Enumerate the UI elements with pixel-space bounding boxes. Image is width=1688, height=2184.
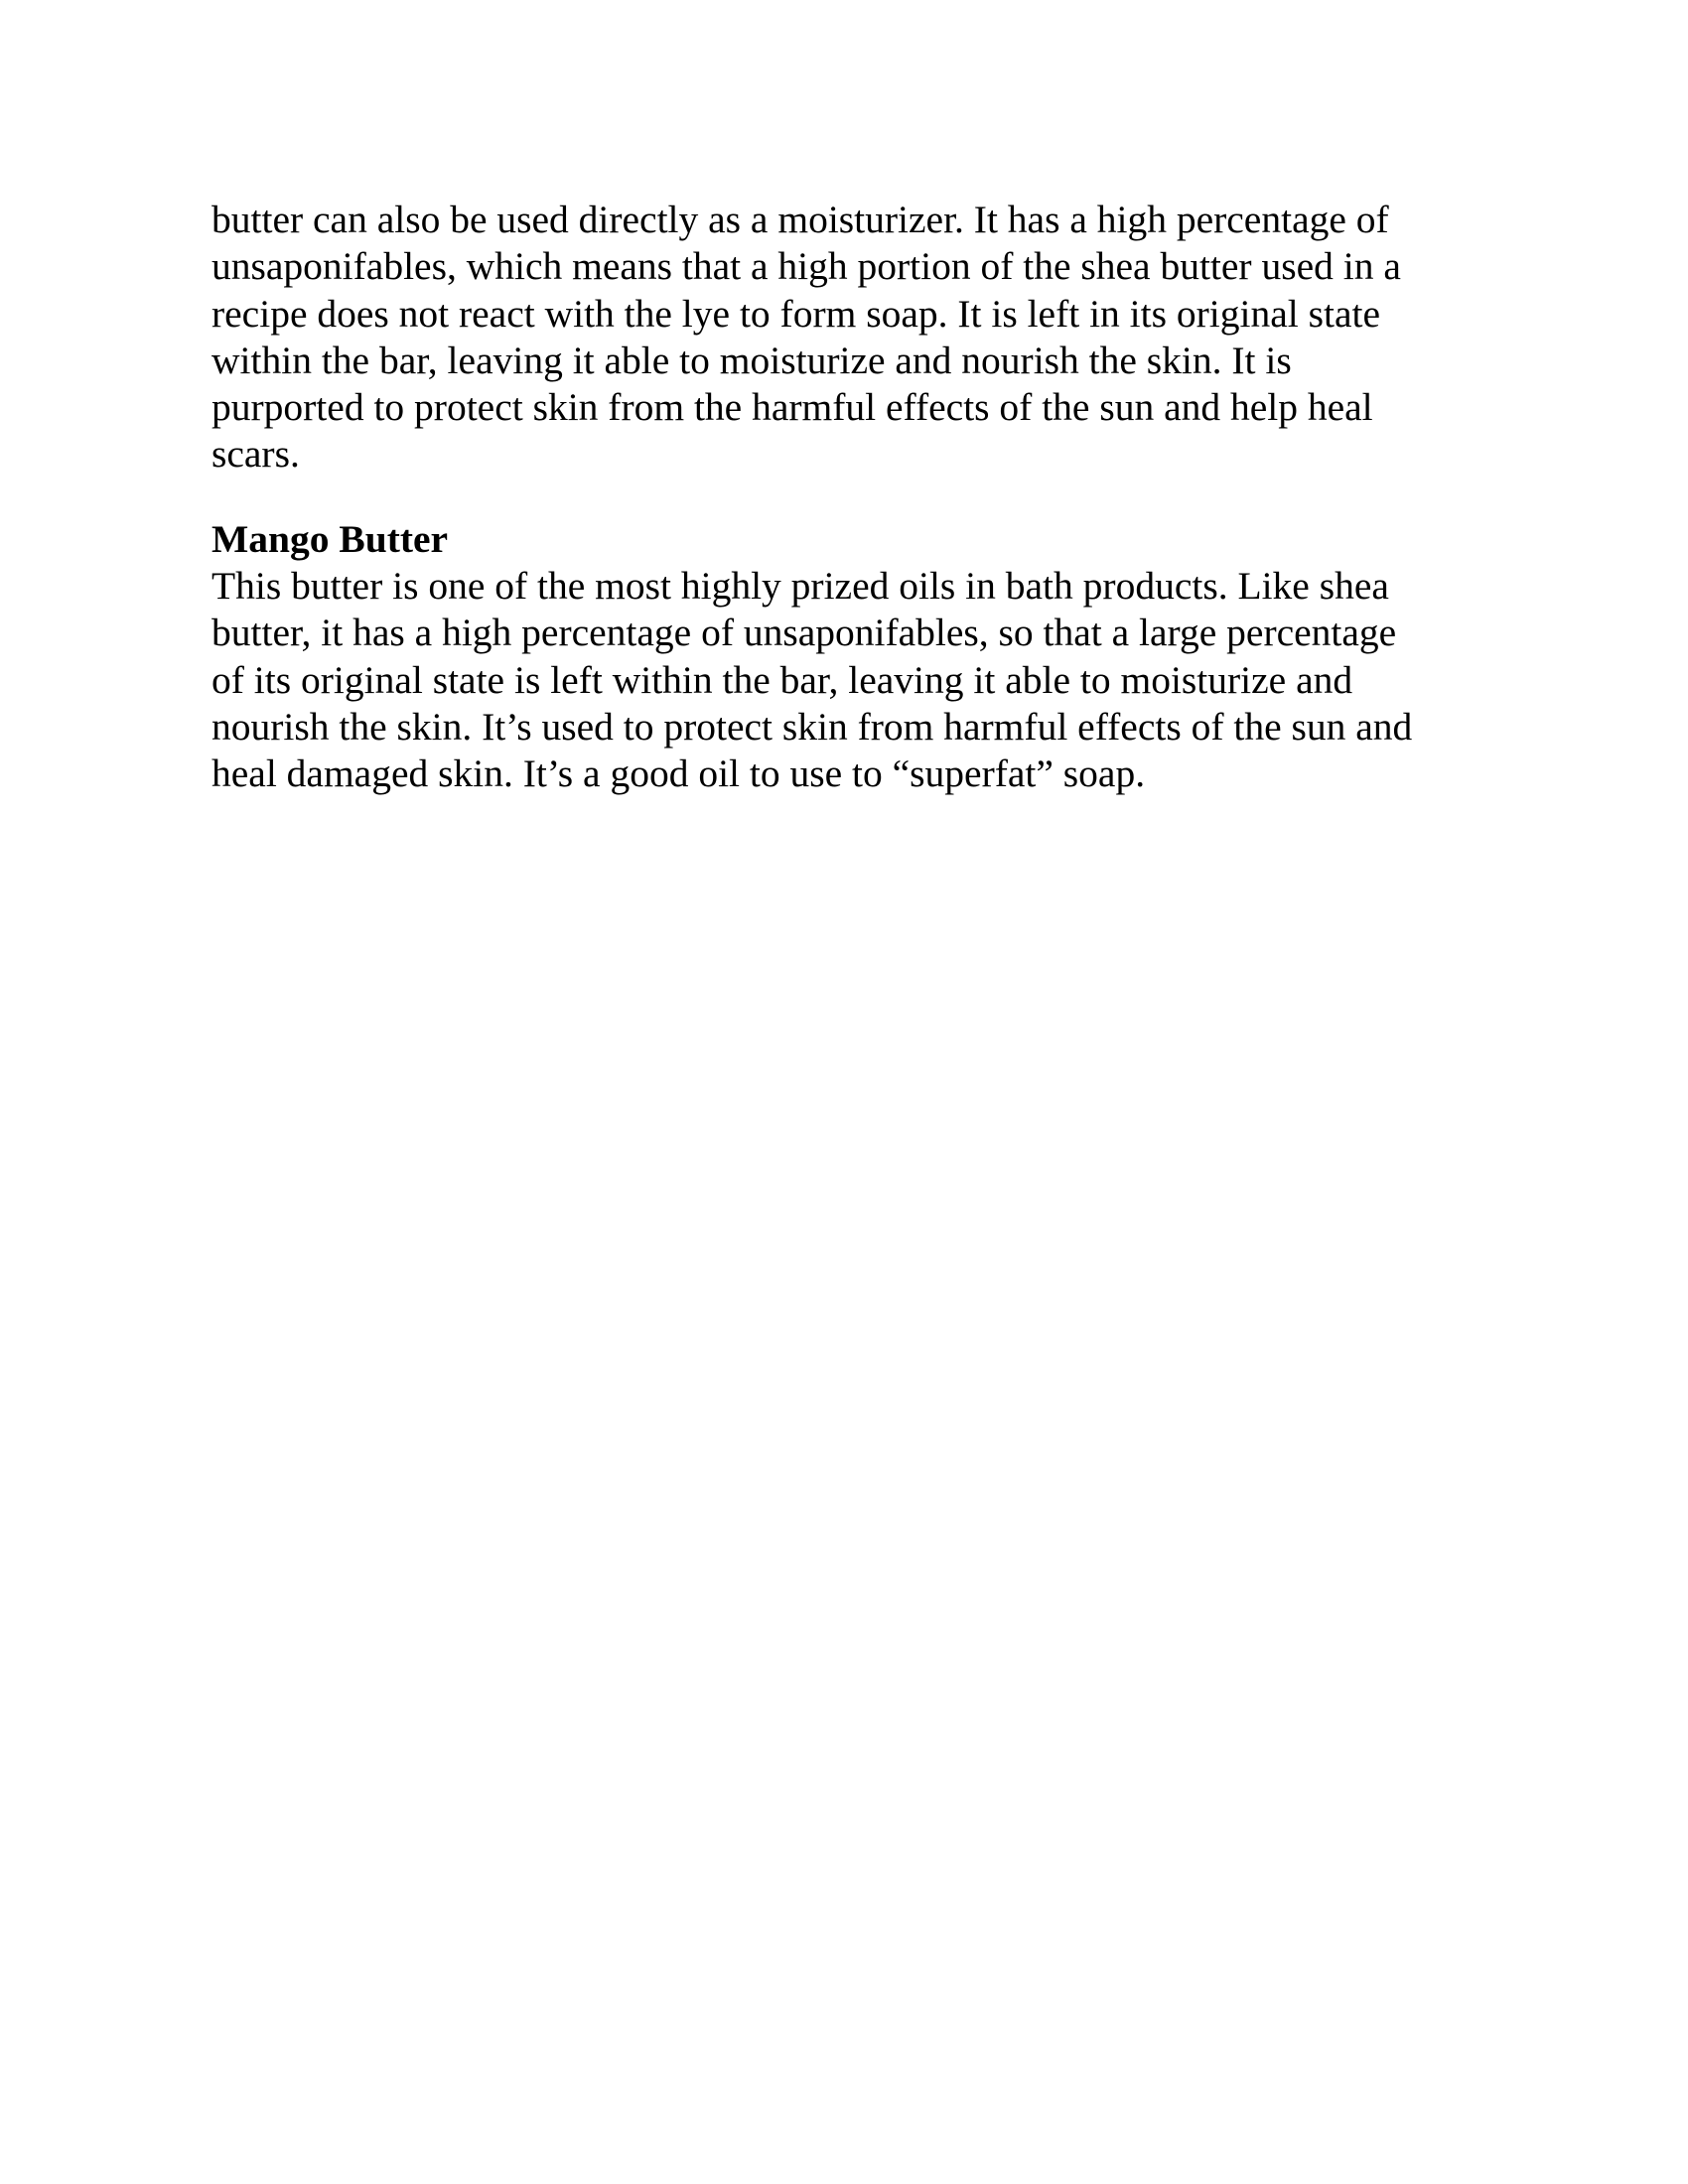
paragraph-line: within the bar, leaving it able to moisturize and nourish the skin. It is <box>211 338 1292 382</box>
shea-butter-paragraph <box>211 197 1492 478</box>
paragraph-line: purported to protect skin from the harmful effects of the sun and help heal <box>211 385 1373 430</box>
paragraph-line: recipe does not react with the lye to form soap. It is left in its original state <box>211 291 1380 336</box>
paragraph-line: of its original state is left within the bar, leaving it able to moisturize and <box>211 657 1353 702</box>
paragraph-line: butter can also be used directly as a moisturizer. It has a high percentage of <box>211 198 1389 241</box>
mango-butter-section <box>211 516 1492 798</box>
paragraph-line: heal damaged skin. It’s a good oil to use to “superfat” soap. <box>211 751 1146 796</box>
paragraph-line: nourish the skin. It’s used to protect skin from harmful effects of the sun and <box>211 704 1413 749</box>
paragraph-line: This butter is one of the most highly prized oils in bath products. Like shea <box>211 564 1389 609</box>
text-column <box>211 197 1492 798</box>
paragraph-line: scars. <box>211 432 300 477</box>
paragraph-line: butter, it has a high percentage of unsaponifables, so that a large percentage <box>211 611 1397 655</box>
mango-butter-paragraph <box>211 563 1492 797</box>
paragraph-line: unsaponifables, which means that a high portion of the shea butter used in a <box>211 244 1401 289</box>
section-heading: Mango Butter <box>211 516 449 561</box>
section-spacer <box>211 478 1492 516</box>
